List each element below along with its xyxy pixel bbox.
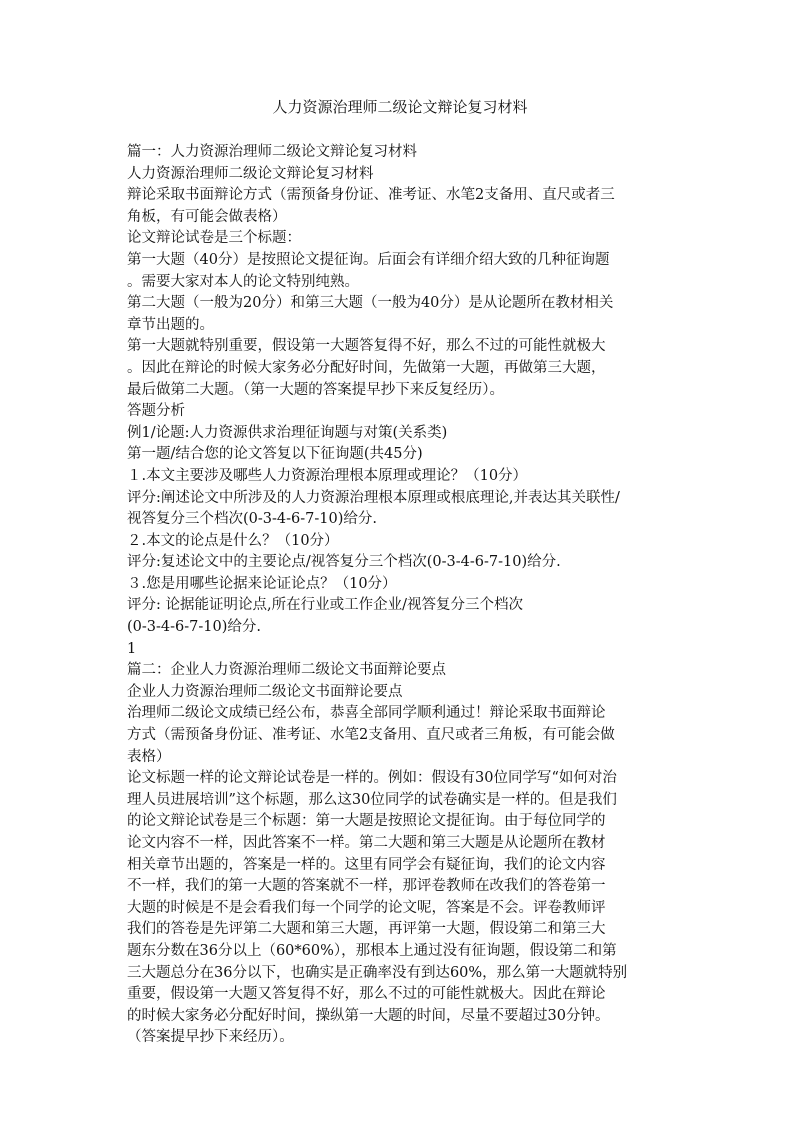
text-line: 论文内容不一样，因此答案不一样。第二大题和第三大题是从论题所在教材 bbox=[127, 835, 606, 851]
text-line: 的时候大家务必分配好时间，操纵第一大题的时间，尽量不要超过30分钟。 bbox=[127, 1007, 610, 1024]
text-line: 1 bbox=[127, 640, 137, 657]
text-line: 视答复分三个档次(0-3-4-6-7-10)给分. bbox=[127, 511, 377, 528]
text-line: 角板，有可能会做表格） bbox=[127, 208, 287, 225]
text-line: 辩论采取书面辩论方式（需预备身份证、准考证、水笔2支备用、直尺或者三 bbox=[127, 187, 615, 204]
text-line: 评分:阐述论文中所涉及的人力资源治理根本原理或根底理论,并表达其关联性/ bbox=[127, 489, 620, 506]
text-line: ２.本文的论点是什么？（10分） bbox=[127, 532, 339, 549]
text-line: 论文辩论试卷是三个标题： bbox=[127, 230, 301, 247]
text-line: 评分:复述论文中的主要论点/视答复分三个档次(0-3-4-6-7-10)给分. bbox=[127, 554, 561, 571]
text-line: 第一题/结合您的论文答复以下征询题(共45分) bbox=[127, 446, 423, 463]
text-line: 例1/论题:人力资源供求治理征询题与对策(关系类) bbox=[127, 424, 448, 441]
text-line: １.本文主要涉及哪些人力资源治理根本原理或理论？（10分） bbox=[127, 467, 528, 484]
text-line: 篇二：企业人力资源治理师二级论文书面辩论要点 bbox=[127, 662, 446, 679]
text-line: 第二大题（一般为20分）和第三大题（一般为40分）是从论题所在教材相关 bbox=[127, 295, 614, 312]
text-line: （答案提早抄下来经历）。 bbox=[127, 1029, 294, 1046]
document-body bbox=[127, 142, 687, 1049]
text-line: 相关章节出题的，答案是一样的。这里有同学会有疑征询，我们的论文内容 bbox=[127, 856, 606, 873]
text-line: 企业人力资源治理师二级论文书面辩论要点 bbox=[127, 683, 403, 700]
text-line: 评分: 论据能证明论点,所在行业或工作企业/视答复分三个档次 bbox=[127, 597, 523, 614]
text-line: 答题分析 bbox=[127, 403, 185, 420]
text-line: 。需要大家对本人的论文特别纯熟。 bbox=[127, 273, 359, 290]
text-line: 章节出题的。 bbox=[127, 316, 214, 333]
text-line: 大题的时候是不是会看我们每一个同学的论文呢，答案是不会。评卷教师评 bbox=[127, 899, 606, 916]
text-line: (0-3-4-6-7-10)给分. bbox=[127, 619, 261, 636]
text-line: 第一大题（40分）是按照论文提征询。后面会有详细介绍大致的几种征询题 bbox=[127, 251, 610, 268]
text-line: 篇一：人力资源治理师二级论文辩论复习材料 bbox=[127, 144, 417, 160]
text-line: 人力资源治理师二级论文辩论复习材料 bbox=[127, 165, 374, 182]
text-line: 不一样，我们的第一大题的答案就不一样，那评卷教师在改我们的答卷第一 bbox=[127, 878, 606, 895]
text-line: 治理师二级论文成绩已经公布，恭喜全部同学顺利通过！辩论采取书面辩论 bbox=[127, 705, 606, 722]
text-line: 三大题总分在36分以下，也确实是正确率没有到达60%，那么第一大题就特别 bbox=[127, 964, 628, 981]
text-line: 。因此在辩论的时候大家务必分配好时间，先做第一大题，再做第三大题， bbox=[127, 359, 606, 376]
text-line: 我们的答卷是先评第二大题和第三大题，再评第一大题，假设第二和第三大 bbox=[127, 921, 606, 938]
text-line: 最后做第二大题。（第一大题的答案提早抄下来反复经历）。 bbox=[127, 381, 504, 398]
text-line: ３.您是用哪些论据来论证论点？（10分） bbox=[127, 575, 397, 592]
text-line: 的论文辩论试卷是三个标题：第一大题是按照论文提征询。由于每位同学的 bbox=[127, 813, 606, 830]
text-line: 方式（需预备身份证、准考证、水笔2支备用、直尺或者三角板，有可能会做 bbox=[127, 727, 615, 744]
text-line: 重要，假设第一大题又答复得不好，那么不过的可能性就极大。因此在辩论 bbox=[127, 986, 606, 1003]
document-title: 人力资源治理师二级论文辩论复习材料 bbox=[272, 98, 528, 116]
text-line: 理人员进展培训”这个标题，那么这30位同学的试卷确实是一样的。但是我们 bbox=[127, 791, 617, 808]
text-line: 表格） bbox=[127, 748, 171, 765]
text-line: 第一大题就特别重要，假设第一大题答复得不好，那么不过的可能性就极大 bbox=[127, 338, 606, 355]
text-line: 题东分数在36分以上（60*60%），那根本上通过没有征询题，假设第二和第 bbox=[127, 942, 617, 959]
text-line: 论文标题一样的论文辩论试卷是一样的。例如：假设有30位同学写“如何对治 bbox=[127, 770, 617, 787]
